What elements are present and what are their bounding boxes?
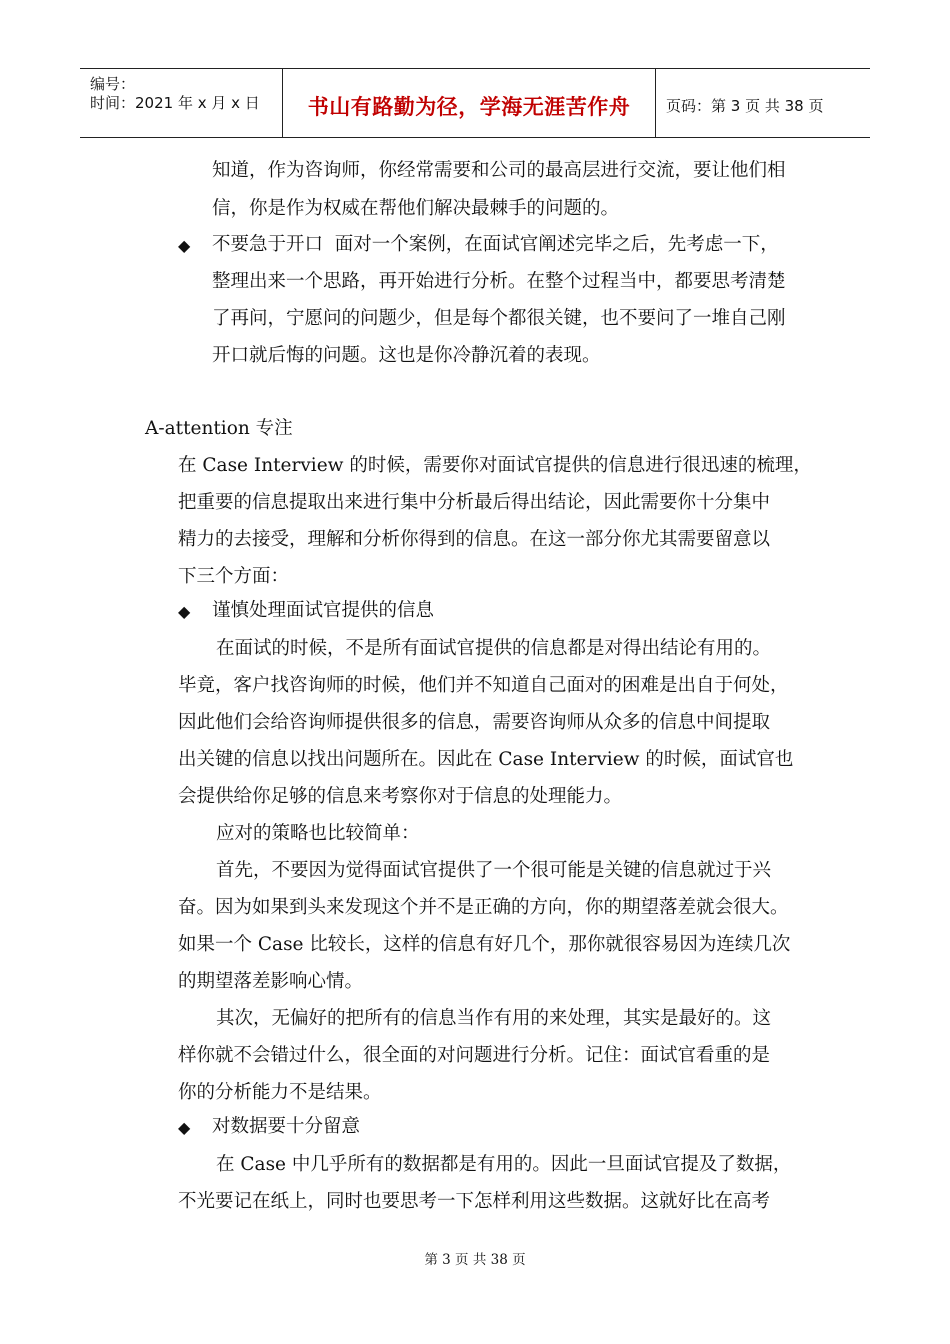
paragraph-line: 奋。因为如果到头来发现这个并不是正确的方向，你的期望落差就会很大。: [178, 897, 789, 918]
bullet-heading-line: 不要急于开口 面对一个案例，在面试官阐述完毕之后，先考虑一下，: [212, 234, 779, 255]
paragraph-line: 精力的去接受，理解和分析你得到的信息。在这一部分你尤其需要留意以: [178, 529, 771, 550]
diamond-bullet-icon: ◆: [178, 602, 191, 621]
paragraph-line: 开口就后悔的问题。这也是你冷静沉着的表现。: [212, 345, 601, 366]
diamond-bullet-icon: ◆: [178, 1118, 191, 1137]
diamond-bullet-icon: ◆: [178, 236, 191, 255]
footer-page-number: 第 3 页 共 38 页: [424, 1252, 526, 1268]
paragraph-line: 不光要记在纸上，同时也要思考一下怎样利用这些数据。这就好比在高考: [178, 1191, 771, 1212]
paragraph-line: 出关键的信息以找出问题所在。因此在 Case Interview 的时候，面试官也: [178, 749, 794, 770]
paragraph-line: 整理出来一个思路，再开始进行分析。在整个过程当中，都要思考清楚: [212, 271, 786, 292]
paragraph-line: 在 Case 中几乎所有的数据都是有用的。因此一旦面试官提及了数据，: [216, 1154, 792, 1175]
paragraph-line: 你的分析能力不是结果。: [178, 1082, 382, 1103]
header-motto-cell: [282, 69, 656, 137]
paragraph-line: 因此他们会给咨询师提供很多的信息，需要咨询师从众多的信息中间提取: [178, 712, 771, 733]
paragraph-line: 样你就不会错过什么，很全面的对问题进行分析。记住：面试官看重的是: [178, 1045, 771, 1066]
paragraph-line: 信，你是作为权威在帮他们解决最棘手的问题的。: [212, 198, 620, 219]
paragraph-line: 在 Case Interview 的时候，需要你对面试官提供的信息进行很迅速的梳理，: [178, 455, 812, 476]
paragraph-line: 的期望落差影响心情。: [178, 971, 364, 992]
paragraph-line: 把重要的信息提取出来进行集中分析最后得出结论，因此需要你十分集中: [178, 492, 771, 513]
paragraph-line: 了再问，宁愿问的问题少，但是每个都很关键，也不要问了一堆自己刚: [212, 308, 786, 329]
header-meta-cell: [80, 69, 282, 137]
bullet-heading-line: 对数据要十分留意: [212, 1116, 361, 1137]
header-page-number: 页码：第 3 页 共 38 页: [666, 97, 824, 115]
paragraph-line: 其次，无偏好的把所有的信息当作有用的来处理，其实是最好的。这: [216, 1008, 772, 1029]
paragraph-line: 会提供给你足够的信息来考察你对于信息的处理能力。: [178, 786, 623, 807]
header-page-cell: [656, 69, 870, 137]
paragraph-line: 如果一个 Case 比较长，这样的信息有好几个，那你就很容易因为连续几次: [178, 934, 791, 955]
document-number-label: 编号：: [90, 75, 136, 93]
paragraph-line: 毕竟，客户找咨询师的时候，他们并不知道自己面对的困难是出自于何处，: [178, 675, 789, 696]
document-date-label: 时间：2021 年 x 月 x 日: [90, 94, 260, 112]
paragraph-line: 在面试的时候，不是所有面试官提供的信息都是对得出结论有用的。: [216, 638, 772, 659]
section-heading: A-attention 专注: [145, 418, 293, 439]
paragraph-line: 应对的策略也比较简单：: [216, 823, 420, 844]
paragraph-line: 知道，作为咨询师，你经常需要和公司的最高层进行交流，要让他们相: [212, 160, 786, 181]
paragraph-line: 下三个方面：: [178, 566, 290, 587]
header-motto: 书山有路勤为径，学海无涯苦作舟: [307, 95, 631, 119]
header-table: [80, 68, 870, 138]
paragraph-line: 首先，不要因为觉得面试官提供了一个很可能是关键的信息就过于兴: [216, 860, 772, 881]
bullet-heading-line: 谨慎处理面试官提供的信息: [212, 600, 435, 621]
